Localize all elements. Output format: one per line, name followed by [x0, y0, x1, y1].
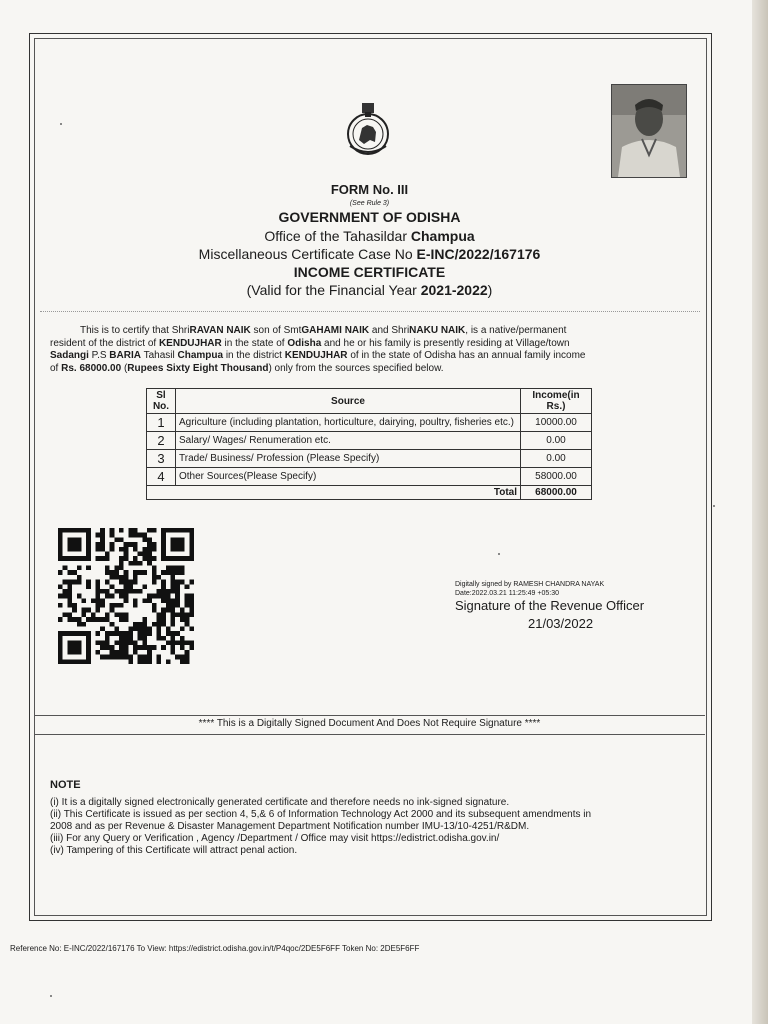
- row-source: Salary/ Wages/ Renumeration etc.: [176, 432, 521, 450]
- paper-speck: [713, 505, 715, 507]
- text-fragment: (: [121, 362, 128, 374]
- text-fragment: , is a native/permanent: [465, 325, 567, 336]
- table-row: [147, 414, 592, 432]
- text-fragment: ) only from the sources specified below.: [268, 362, 444, 374]
- office-name: Champua: [410, 228, 475, 244]
- row-sl: 4: [147, 468, 176, 486]
- note-heading: NOTE: [50, 779, 81, 791]
- text-fragment: of: [50, 362, 62, 374]
- applicant-photo: [611, 84, 687, 178]
- row-sl: 2: [147, 432, 176, 450]
- applicant-name: RAVAN NAIK: [189, 325, 251, 336]
- row-sl: 1: [147, 414, 176, 432]
- signed-by: Digitally signed by RAMESH CHANDRA NAYAK: [455, 581, 605, 588]
- certification-text: [50, 325, 698, 375]
- government-name: GOVERNMENT OF ODISHA: [278, 209, 461, 225]
- dotted-separator: [40, 311, 700, 312]
- office-line: [34, 228, 705, 244]
- body-line-3: [50, 350, 698, 363]
- table-header-row: [147, 389, 592, 414]
- paper-speck: [498, 553, 500, 555]
- header-sl: Sl No.: [147, 389, 176, 414]
- row-sl: 3: [147, 450, 176, 468]
- police-station: BARIA: [109, 350, 141, 361]
- certificate-title: INCOME CERTIFICATE: [293, 264, 446, 280]
- row-income: 58000.00: [521, 468, 592, 486]
- text-fragment: resident of the district of: [50, 337, 159, 349]
- body-line-2: [50, 338, 698, 351]
- row-source: Agriculture (including plantation, horticulture, dairying, poultry, fisheries etc.): [176, 414, 521, 432]
- notes-list: [50, 797, 698, 857]
- paper-speck: [50, 995, 52, 997]
- body-line-1: [50, 325, 698, 338]
- signature-date: 21/03/2022: [528, 616, 594, 631]
- total-label: Total: [147, 486, 521, 500]
- table-total-row: [147, 486, 592, 500]
- form-number: FORM No. III: [330, 182, 409, 197]
- digital-signature-meta: [455, 580, 604, 598]
- text-fragment: and he or his family is presently residing at Village/town: [321, 337, 570, 349]
- qr-code-icon[interactable]: [57, 528, 195, 664]
- text-fragment: This is to certify that Shri: [80, 325, 190, 336]
- father-name: NAKU NAIK: [409, 325, 466, 336]
- form-rule: (See Rule 3): [349, 200, 390, 207]
- note-item: (i) It is a digitally signed electronically generated certificate and therefore needs no ink-signed signature.: [50, 797, 510, 808]
- case-number: E-INC/2022/167176: [416, 246, 541, 262]
- validity-prefix: (Valid for the Financial Year: [246, 282, 421, 298]
- financial-year: 2021-2022: [420, 282, 488, 298]
- text-fragment: Tahasil: [140, 350, 178, 361]
- row-source: Trade/ Business/ Profession (Please Specify): [176, 450, 521, 468]
- note-item: (ii) This Certificate is issued as per section 4, 5,& 6 of Information Technology Act 2000 and its subsequent amendments in: [50, 809, 592, 820]
- note-item: (iii) For any Query or Verification , Agency /Department / Office may visit https://edistrict.odisha.gov.in/: [50, 833, 500, 844]
- table-row: [147, 468, 592, 486]
- office-prefix: Office of the Tahasildar: [264, 228, 411, 244]
- row-income: 0.00: [521, 432, 592, 450]
- row-income: 0.00: [521, 450, 592, 468]
- text-fragment: and Shri: [369, 325, 410, 336]
- paper-edge-shadow: [752, 0, 768, 1024]
- row-source: Other Sources(Please Specify): [176, 468, 521, 486]
- note-item: (iv) Tampering of this Certificate will attract penal action.: [50, 845, 298, 856]
- row-income: 10000.00: [521, 414, 592, 432]
- odisha-emblem-icon: [340, 100, 396, 158]
- tahasil-name: Champua: [177, 350, 224, 361]
- text-fragment: in the state of: [221, 337, 288, 349]
- validity-line: [34, 282, 705, 298]
- text-fragment: son of Smt: [250, 325, 302, 336]
- income-in-words: Rupees Sixty Eight Thousand: [127, 362, 269, 374]
- income-amount: Rs. 68000.00: [61, 362, 122, 374]
- signature-title: Signature of the Revenue Officer: [455, 598, 645, 613]
- reference-footer: Reference No: E-INC/2022/167176 To View: https://edistrict.odisha.gov.in/t/P4qoc/2DE5F6FF Token No: 2DE5F6FF: [10, 944, 420, 953]
- case-line: [34, 246, 705, 262]
- validity-suffix: ): [487, 282, 493, 298]
- body-line-4: [50, 363, 698, 376]
- digital-notice-band: [34, 715, 705, 735]
- text-fragment: P.S: [88, 350, 110, 361]
- table-row: [147, 450, 592, 468]
- district-name: KENDUJHAR: [284, 350, 348, 361]
- text-fragment: in the district: [223, 350, 285, 361]
- note-item: 2008 and as per Revenue & Disaster Management Department Notification number IMU-13/10-4251/R&DM.: [50, 821, 530, 832]
- mother-name: GAHAMI NAIK: [301, 325, 370, 336]
- digital-notice: **** This is a Digitally Signed Document And Does Not Require Signature ****: [198, 718, 541, 729]
- income-table: [146, 388, 592, 500]
- total-value: 68000.00: [521, 486, 592, 500]
- case-prefix: Miscellaneous Certificate Case No: [198, 246, 417, 262]
- district-name: KENDUJHAR: [158, 337, 222, 349]
- header-source: Source: [176, 389, 521, 414]
- paper-speck: [60, 123, 62, 125]
- table-row: [147, 432, 592, 450]
- state-name: Odisha: [287, 337, 322, 349]
- village-name: Sadangi: [50, 350, 89, 361]
- signed-datetime: Date:2022.03.21 11:25:49 +05:30: [455, 590, 559, 597]
- text-fragment: of in the state of Odisha has an annual family income: [347, 350, 586, 361]
- header-income: Income(in Rs.): [521, 389, 592, 414]
